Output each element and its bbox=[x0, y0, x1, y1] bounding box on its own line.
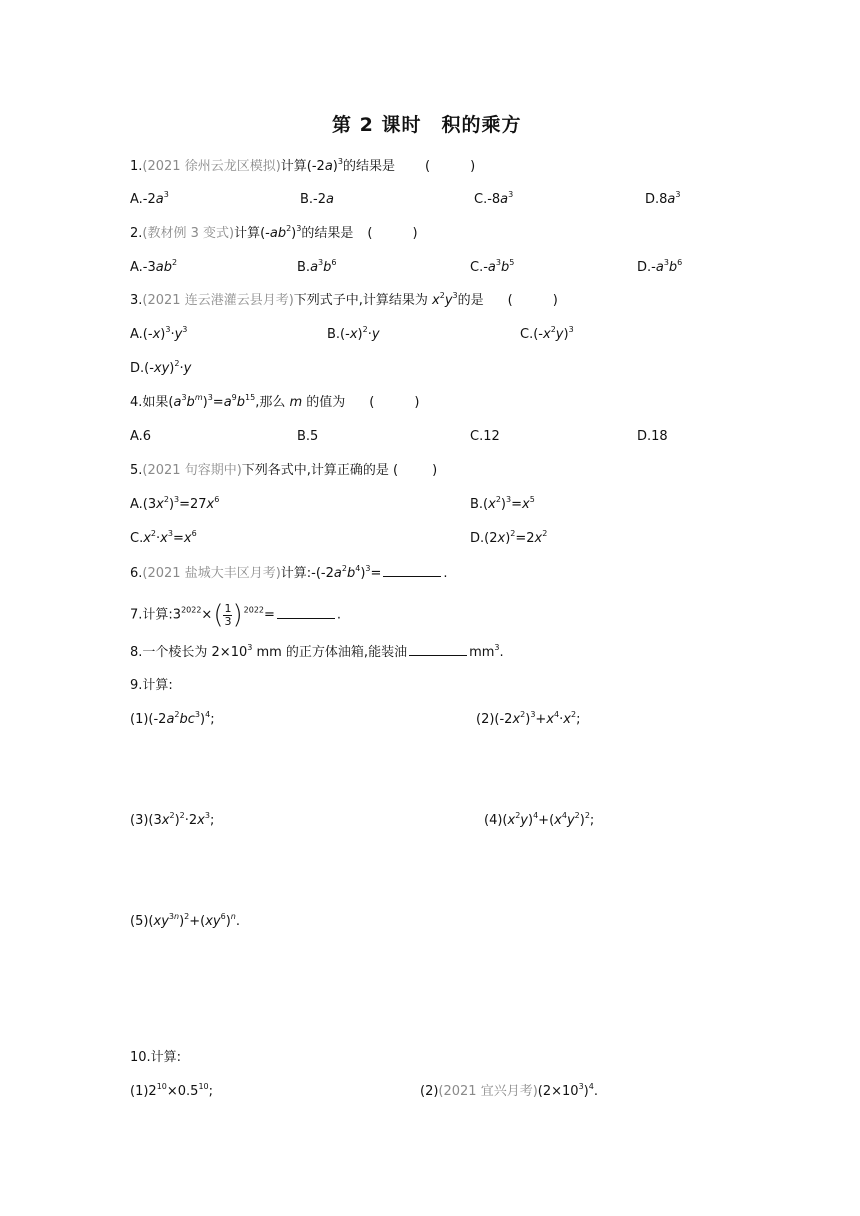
question-2-option-c: $C.-a^3b^5$ bbox=[470, 258, 515, 275]
question-1-stem: 1.(2021 徐州云龙区模拟)计算$(-2a)^3$的结果是 ( ) bbox=[130, 157, 476, 174]
fraction-one-third: ( 1 3 ) bbox=[213, 600, 243, 630]
question-5-option-c: $C.x^2\cdot x^3=x^6$ bbox=[130, 529, 197, 546]
question-2-option-d: $D.-a^3b^6$ bbox=[637, 258, 683, 275]
question-1-option-b: B.-2a bbox=[300, 192, 334, 207]
question-6: 6.(2021 盐城大丰区月考)计算$:-(-2a^2b^4)^3=$ . bbox=[130, 564, 448, 581]
question-10-part-2: (2)(2021 宜兴月考)$(2\times 10^3)^4$. bbox=[420, 1082, 598, 1099]
question-1-option-d: $D.8a^3$ bbox=[645, 190, 681, 207]
question-5-option-b: $B.(x^2)^3=x^5$ bbox=[470, 495, 535, 512]
page-title: 第 2 课时 积的乘方 bbox=[332, 114, 522, 136]
question-9-part-4: $(4)(x^2y)^4+(x^4y^2)^2$; bbox=[484, 811, 595, 828]
question-10-part-1: $(1)2^{10}\times 0.5^{10}$; bbox=[130, 1082, 214, 1099]
question-7: 7.计算$:3^{2022}\times$ ( 1 3 ) $^{2022}$= . bbox=[130, 600, 342, 630]
question-3-option-b: $B.(-x)^2\cdot y$ bbox=[327, 325, 380, 342]
question-2-stem: 2.(教材例 3 变式)计算$(-ab^2)^3$的结果是 ( ) bbox=[130, 224, 418, 241]
question-8: 8.一个棱长为 $2\times 10^3$ mm 的正方体油箱,能装油 $mm^3$. bbox=[130, 643, 504, 660]
question-4-option-d: D.18 bbox=[637, 429, 668, 444]
question-4-stem: 4.如果$(a^3b^m)^3=a^9b^{15}$,那么 m 的值为 ( ) bbox=[130, 393, 420, 410]
question-4-option-c: C.12 bbox=[470, 429, 500, 444]
question-9-part-1: $(1)(-2a^2bc^3)^4$; bbox=[130, 710, 215, 727]
question-5-option-a: $A.(3x^2)^3=27x^6$ bbox=[130, 495, 220, 512]
question-9-part-3: $(3)(3x^2)^2\cdot 2x^3$; bbox=[130, 811, 215, 828]
question-3-stem: 3.(2021 连云港灌云县月考)下列式子中,计算结果为 $x^2y^3$的是 ( ) bbox=[130, 291, 558, 308]
question-4-option-b: B.5 bbox=[297, 429, 319, 444]
question-2-option-a: $A.-3ab^2$ bbox=[130, 258, 178, 275]
question-2-option-b: $B.a^3b^6$ bbox=[297, 258, 337, 275]
question-9-stem: 9.计算: bbox=[130, 678, 173, 693]
question-1-option-a: $A.-2a^3$ bbox=[130, 190, 169, 207]
question-1-option-c: $C.-8a^3$ bbox=[474, 190, 514, 207]
question-4-option-a: A.6 bbox=[130, 429, 152, 444]
question-10-stem: 10.计算: bbox=[130, 1050, 182, 1065]
question-3-option-d: $D.(-xy)^2\cdot y$ bbox=[130, 359, 192, 376]
question-3-option-a: $A.(-x)^3\cdot y^3$ bbox=[130, 325, 188, 342]
question-5-option-d: $D.(2x)^2=2x^2$ bbox=[470, 529, 548, 546]
question-9-part-2: $(2)(-2x^2)^3+x^4\cdot x^2$; bbox=[476, 710, 581, 727]
question-9-part-5: $(5)(xy^{3n})^2+(xy^6)^n$. bbox=[130, 912, 240, 929]
question-3-option-c: $C.(-x^2y)^3$ bbox=[520, 325, 574, 342]
question-5-stem: 5.(2021 句容期中)下列各式中,计算正确的是 ( ) bbox=[130, 463, 438, 478]
